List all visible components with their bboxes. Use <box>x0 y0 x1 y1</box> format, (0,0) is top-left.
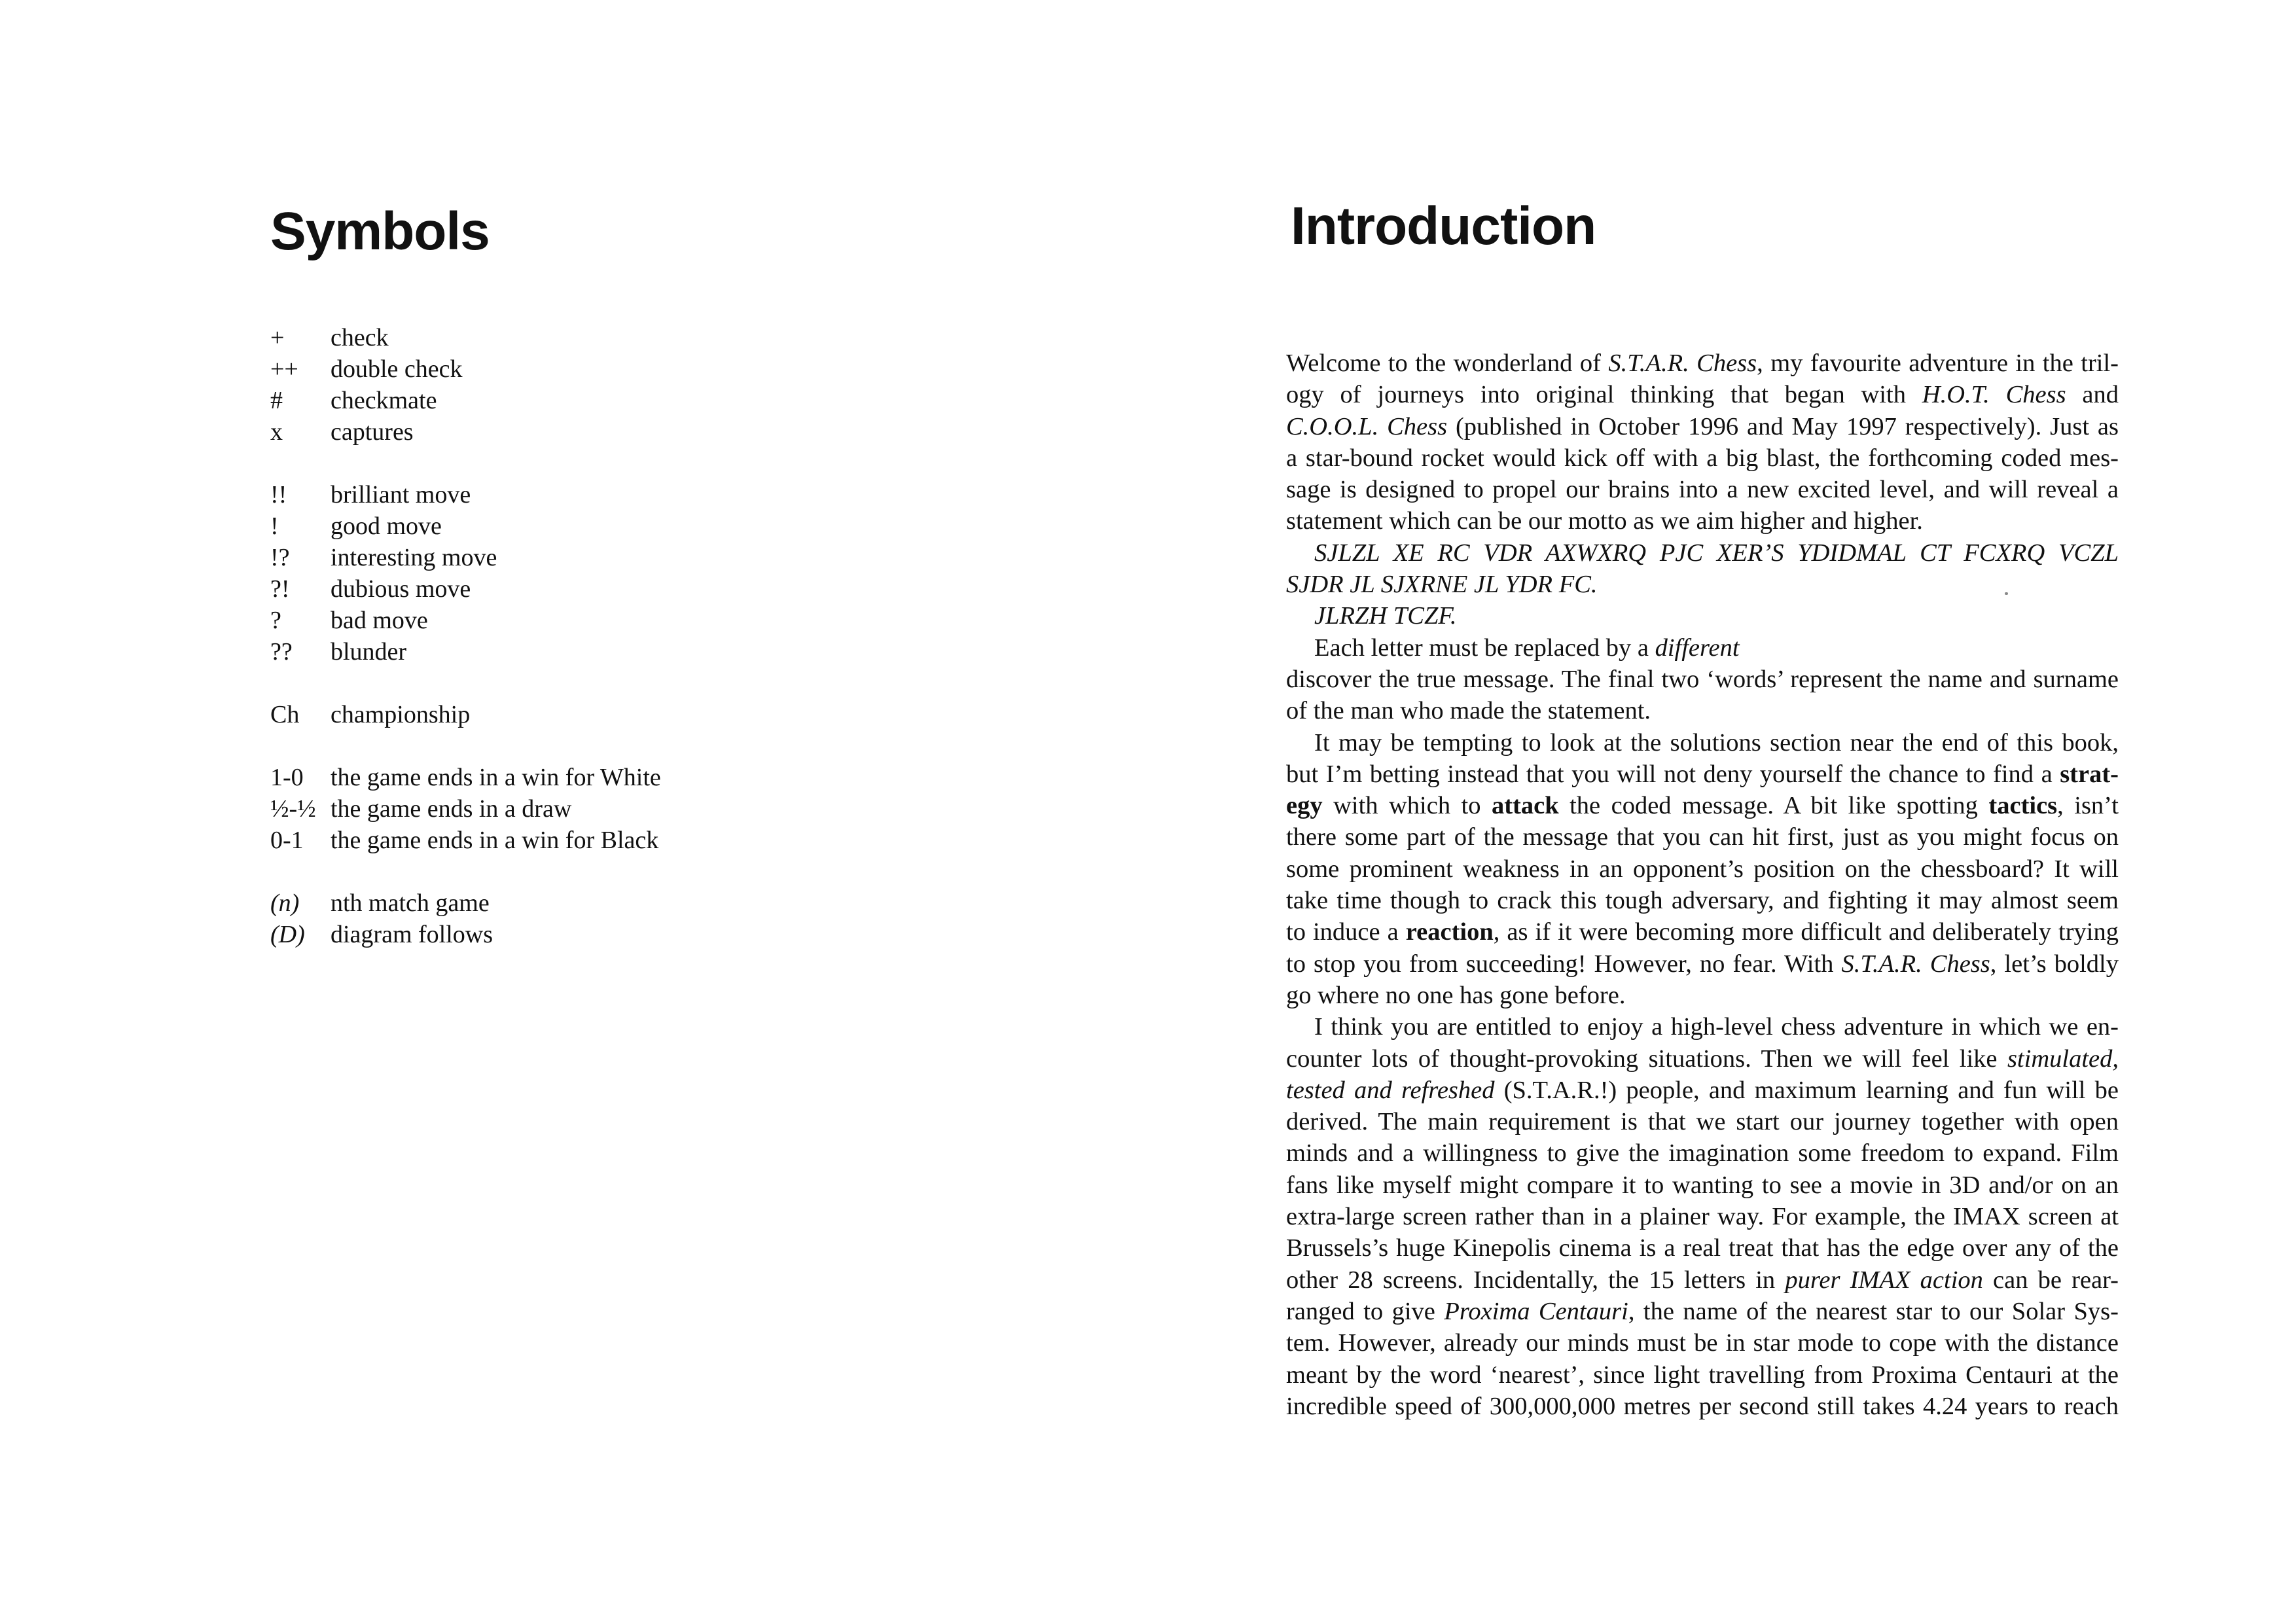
symbol-meaning: double check <box>331 355 463 383</box>
symbol-row <box>270 416 768 448</box>
italic-text: JLRZH TCZF. <box>1314 602 1457 630</box>
symbol-meaning: captures <box>331 418 414 446</box>
text-line <box>1286 727 2119 758</box>
symbol-meaning: check <box>331 324 389 351</box>
text-line <box>1286 1075 2119 1106</box>
text-line <box>1286 1169 2119 1201</box>
symbol-row <box>270 825 768 856</box>
symbol-row <box>270 636 768 668</box>
italic-text: tested and refreshed <box>1286 1076 1495 1104</box>
text-run: take time though to crack this tough adversary, and fighting it may almost seem <box>1286 887 2119 915</box>
italic-text: C.O.O.L. Chess <box>1286 412 1448 440</box>
symbol: (n) <box>270 889 300 917</box>
text-line <box>1286 505 2119 537</box>
symbol: !? <box>270 544 290 571</box>
italic-text: H.O.T. Chess <box>1922 381 2066 409</box>
symbol: ½-½ <box>270 795 316 823</box>
text-run: to stop you from succeeding! However, no fear. With <box>1286 950 1842 978</box>
symbol: !! <box>270 481 287 508</box>
text-line <box>1286 948 2119 980</box>
text-line <box>1286 695 2119 726</box>
italic-text: different <box>1655 633 1740 662</box>
text-line <box>1286 1106 2119 1137</box>
symbol: (D) <box>270 921 305 948</box>
symbol-meaning: championship <box>331 701 471 728</box>
symbol-meaning: diagram follows <box>331 921 493 948</box>
text-line <box>1286 1327 2119 1359</box>
text-run: , let’s boldly <box>1990 950 2119 978</box>
text-run: a star-bound rocket would kick off with a big blast, the forthcoming coded mes- <box>1286 444 2119 472</box>
symbol-meaning: the game ends in a win for White <box>331 764 661 791</box>
text-run: with which to <box>1322 792 1492 820</box>
text-line <box>1286 1391 2119 1422</box>
symbol: ?! <box>270 575 290 603</box>
text-line <box>1286 664 2119 695</box>
text-run: sage is designed to propel our brains into a new excited level, and will reveal a <box>1286 476 2119 504</box>
text-line <box>1286 1296 2119 1327</box>
symbol-meaning: good move <box>331 512 442 540</box>
text-run: discover the true message. The final two ‘words’ represent the name and surname <box>1286 665 2119 693</box>
symbol-meaning: dubious move <box>331 575 471 603</box>
symbol: ? <box>270 607 281 634</box>
text-line <box>1286 632 2119 664</box>
italic-text: SJLZL XE RC VDR AXWXRQ PJC XER’S YDIDMAL CT FCXRQ VCZL <box>1314 539 2119 567</box>
symbol-row <box>270 322 768 353</box>
text-line <box>1286 442 2119 474</box>
text-line <box>1286 790 2119 821</box>
text-line <box>1286 1232 2119 1264</box>
text-line <box>1286 916 2119 948</box>
text-run: extra-large screen rather than in a plainer way. For example, the IMAX screen at <box>1286 1203 2119 1231</box>
text-line <box>1286 853 2119 885</box>
italic-text: S.T.A.R. Chess <box>1608 349 1757 377</box>
symbol-row <box>270 887 768 919</box>
symbol-row <box>270 510 768 542</box>
text-run: (S.T.A.R.!) people, and maximum learning and fun will be <box>1494 1076 2119 1104</box>
text-run: fans like myself might compare it to wanting to see a movie in 3D and/or on an <box>1286 1171 2119 1199</box>
symbol: ++ <box>270 355 298 383</box>
text-run: meant by the word ‘nearest’, since light travelling from Proxima Centauri at the <box>1286 1361 2119 1389</box>
symbol-row <box>270 542 768 573</box>
symbol: 0-1 <box>270 827 304 854</box>
bold-text: reaction <box>1405 918 1494 946</box>
group-gap <box>270 448 768 479</box>
symbol-meaning: bad move <box>331 607 428 634</box>
text-run: counter lots of thought-provoking situations. Then we will feel like <box>1286 1044 2007 1073</box>
bold-text: tactics <box>1988 792 2058 820</box>
bold-text: egy <box>1286 792 1323 820</box>
text-run: tem. However, already our minds must be in star mode to cope with the distance <box>1286 1329 2119 1357</box>
symbol-row <box>270 793 768 825</box>
print-speck <box>2005 592 2008 595</box>
text-run: can be rear- <box>1982 1266 2119 1294</box>
introduction-heading: Introduction <box>1291 196 1596 256</box>
symbol-meaning: checkmate <box>331 387 437 414</box>
text-line <box>1286 1264 2119 1296</box>
text-line <box>1286 1011 2119 1043</box>
group-gap <box>270 668 768 699</box>
text-line <box>1286 474 2119 505</box>
italic-text: purer IMAX action <box>1785 1266 1983 1294</box>
text-line <box>1286 537 2119 569</box>
symbol: ?? <box>270 638 293 666</box>
italic-text: SJDR JL SJXRNE JL YDR FC. <box>1286 571 1598 599</box>
text-line <box>1286 600 2119 632</box>
symbol: 1-0 <box>270 764 304 791</box>
text-run: Each letter must be replaced by a <box>1314 633 1655 662</box>
italic-text: Proxima Centauri <box>1444 1297 1628 1325</box>
symbol-meaning: blunder <box>331 638 407 666</box>
symbol-row <box>270 919 768 950</box>
text-run: go where no one has gone before. <box>1286 981 1626 1009</box>
group-gap <box>270 730 768 762</box>
text-line <box>1286 1137 2119 1169</box>
text-line <box>1286 1043 2119 1075</box>
text-run: , my favourite adventure in the tril- <box>1757 349 2119 377</box>
text-line <box>1286 821 2119 853</box>
symbol-meaning: the game ends in a draw <box>331 795 572 823</box>
symbol: + <box>270 324 285 351</box>
text-run: and <box>2066 381 2119 409</box>
symbol: ! <box>270 512 279 540</box>
symbol-meaning: interesting move <box>331 544 497 571</box>
text-line <box>1286 569 2119 600</box>
text-run: of the man who made the statement. <box>1286 697 1651 725</box>
symbol: Ch <box>270 701 300 728</box>
symbol-row <box>270 353 768 385</box>
symbol-row <box>270 762 768 793</box>
text-run: It may be tempting to look at the solutions section near the end of this book, <box>1314 728 2119 757</box>
text-line <box>1286 980 2119 1011</box>
text-line <box>1286 379 2119 410</box>
symbol-row <box>270 479 768 510</box>
text-run: other 28 screens. Incidentally, the 15 letters in <box>1286 1266 1785 1294</box>
symbols-list <box>270 322 768 950</box>
text-run: the coded message. A bit like spotting <box>1558 792 1989 820</box>
symbol-row <box>270 573 768 605</box>
text-run: , as if it were becoming more difficult and deliberately trying <box>1493 918 2119 946</box>
text-run: there some part of the message that you can hit first, just as you might focus on <box>1286 823 2119 851</box>
bold-text: strat- <box>2060 760 2119 788</box>
text-run: incredible speed of 300,000,000 metres per second still takes 4.24 years to reach <box>1286 1392 2119 1420</box>
text-line <box>1286 758 2119 790</box>
text-run: but I’m betting instead that you will not deny yourself the chance to find a <box>1286 760 2060 788</box>
text-run: statement which can be our motto as we aim higher and higher. <box>1286 507 1923 535</box>
text-run: ranged to give <box>1286 1297 1444 1325</box>
group-gap <box>270 856 768 887</box>
bold-text: attack <box>1491 792 1559 820</box>
text-line <box>1286 1201 2119 1232</box>
symbol-row <box>270 385 768 416</box>
symbol-row <box>270 699 768 730</box>
text-run: derived. The main requirement is that we start our journey together with open <box>1286 1108 2119 1136</box>
text-line <box>1286 1359 2119 1391</box>
text-run: , isn’t <box>2057 792 2119 820</box>
text-run: some prominent weakness in an opponent’s position on the chessboard? It will <box>1286 855 2119 883</box>
text-run: minds and a willingness to give the imagination some freedom to expand. Film <box>1286 1139 2119 1168</box>
italic-text: S.T.A.R. Chess <box>1841 950 1990 978</box>
symbols-heading: Symbols <box>270 202 490 261</box>
italic-text: stimulated, <box>2007 1044 2119 1073</box>
text-run: ogy of journeys into original thinking that began with <box>1286 381 1922 409</box>
symbol-meaning: the game ends in a win for Black <box>331 827 659 854</box>
text-line <box>1286 411 2119 442</box>
text-run: , the name of the nearest star to our Solar Sys- <box>1628 1297 2119 1325</box>
introduction-body <box>1286 348 2119 1422</box>
text-line <box>1286 348 2119 379</box>
symbol-meaning: brilliant move <box>331 481 471 508</box>
text-run: Welcome to the wonderland of <box>1286 349 1609 377</box>
symbol: # <box>270 387 283 414</box>
symbol-row <box>270 605 768 636</box>
text-run: to induce a <box>1286 918 1406 946</box>
text-run: I think you are entitled to enjoy a high-level chess adventure in which we en- <box>1314 1013 2119 1041</box>
text-run: Brussels’s huge Kinepolis cinema is a real treat that has the edge over any of the <box>1286 1234 2119 1262</box>
symbol: x <box>270 418 283 446</box>
symbol-meaning: nth match game <box>331 889 490 917</box>
text-line <box>1286 885 2119 916</box>
text-run: (published in October 1996 and May 1997 respectively). Just as <box>1447 412 2119 440</box>
